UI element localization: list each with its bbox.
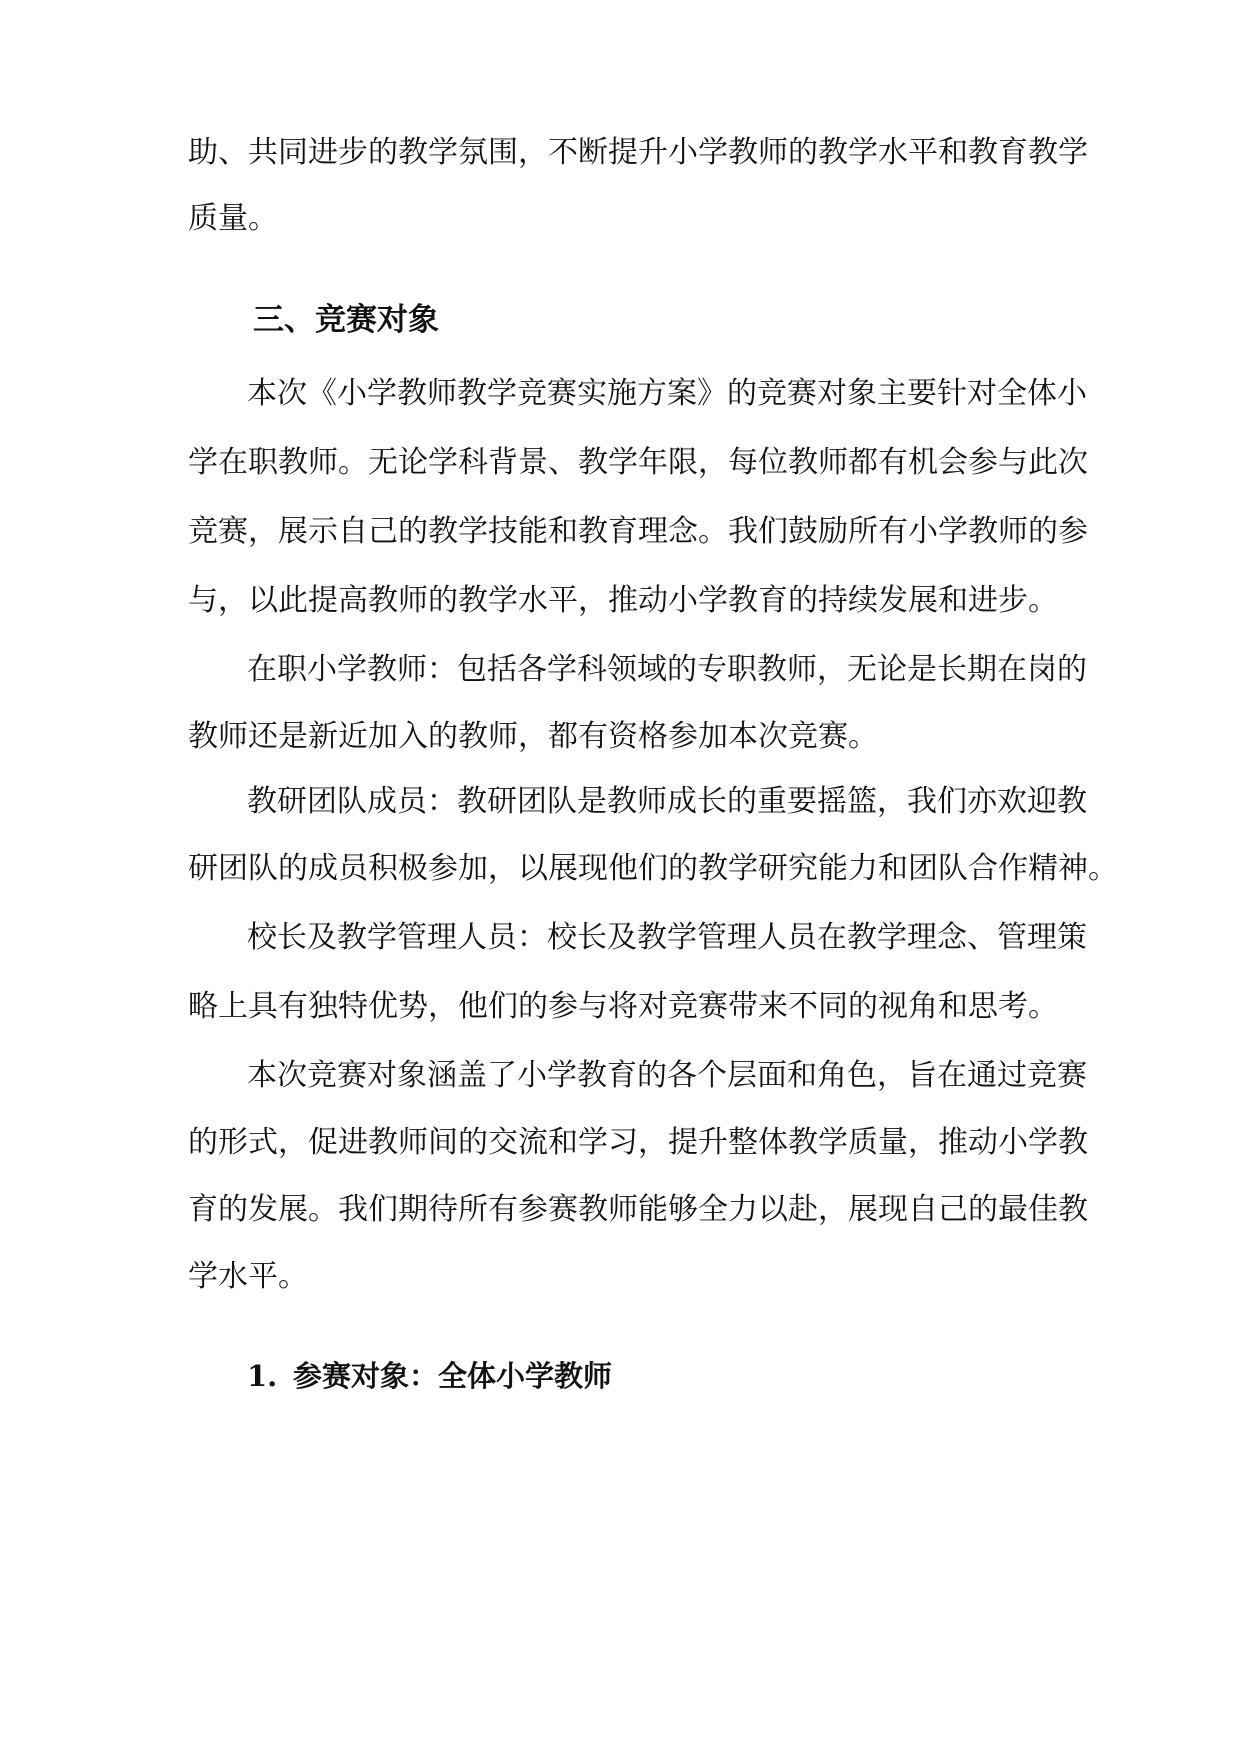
- subheading: [247, 1356, 612, 1396]
- paragraph5-line-2: 的形式，促进教师间的交流和学习，提升整体教学质量，推动小学教: [188, 1125, 1088, 1160]
- paragraph5-line-3: 育的发展。我们期待所有参赛教师能够全力以赴，展现自己的最佳教: [188, 1192, 1088, 1227]
- paragraph3-line-1: 教研团队成员：教研团队是教师成长的重要摇篮，我们亦欢迎教: [247, 784, 1087, 819]
- subheading-number: 1.: [247, 1359, 278, 1393]
- paragraph1-line-1: 本次《小学教师教学竞赛实施方案》的竞赛对象主要针对全体小: [247, 376, 1087, 411]
- paragraph1-line-3: 竞赛，展示自己的教学技能和教育理念。我们鼓励所有小学教师的参: [188, 514, 1088, 549]
- paragraph5-line-1: 本次竞赛对象涵盖了小学教育的各个层面和角色，旨在通过竞赛: [247, 1058, 1087, 1093]
- intro-line-2: 质量。: [188, 201, 278, 236]
- paragraph4-line-2: 略上具有独特优势，他们的参与将对竞赛带来不同的视角和思考。: [188, 989, 1058, 1024]
- paragraph2-line-2: 教师还是新近加入的教师，都有资格参加本次竞赛。: [188, 719, 878, 754]
- intro-line-1: 助、共同进步的教学氛围，不断提升小学教师的教学水平和教育教学: [188, 135, 1088, 170]
- paragraph1-line-4: 与，以此提高教师的教学水平，推动小学教育的持续发展和进步。: [188, 583, 1058, 618]
- paragraph2-line-1: 在职小学教师：包括各学科领域的专职教师，无论是长期在岗的: [247, 652, 1087, 687]
- paragraph1-line-2: 学在职教师。无论学科背景、教学年限，每位教师都有机会参与此次: [188, 445, 1088, 480]
- subheading-text: 参赛对象：全体小学教师: [293, 1359, 613, 1393]
- paragraph5-line-4: 学水平。: [188, 1259, 308, 1294]
- paragraph4-line-1: 校长及教学管理人员：校长及教学管理人员在教学理念、管理策: [247, 920, 1087, 955]
- paragraph3-line-2: 研团队的成员积极参加，以展现他们的教学研究能力和团队合作精神。: [188, 851, 1118, 886]
- section-heading: 三、竞赛对象: [253, 302, 439, 338]
